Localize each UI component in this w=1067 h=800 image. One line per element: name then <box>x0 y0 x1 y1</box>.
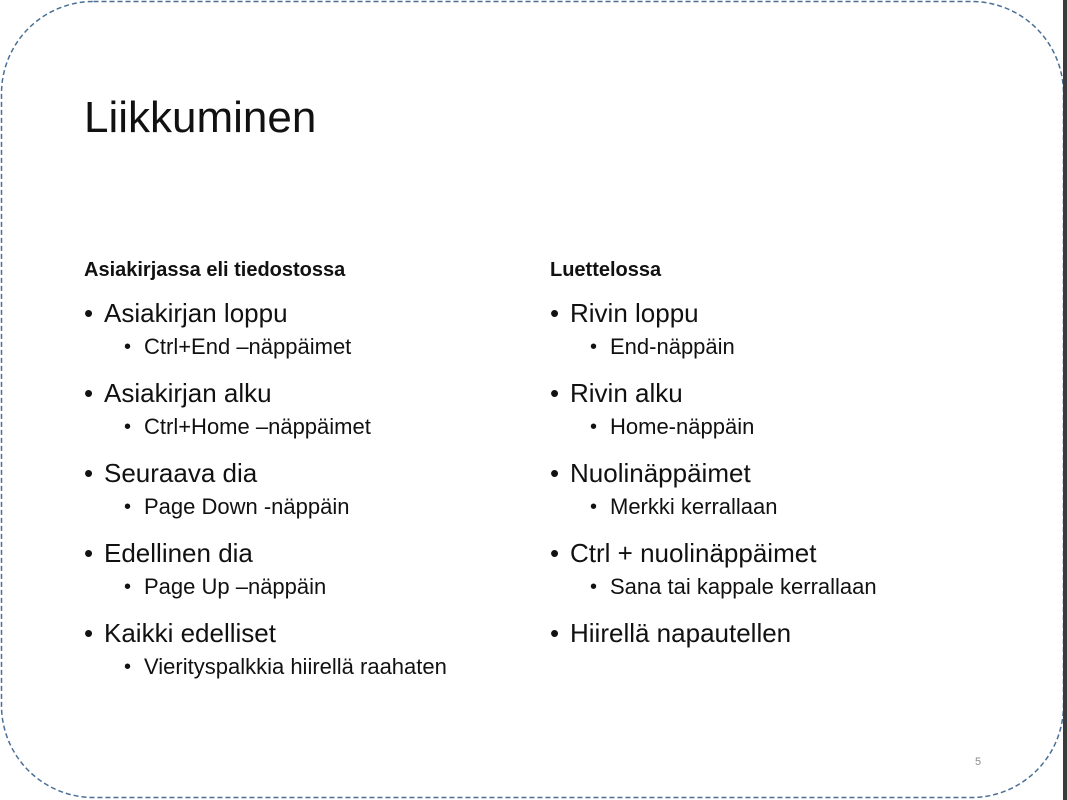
sub-bullet-item: • Merkki kerrallaan <box>550 490 990 524</box>
sub-bullet-item: • Page Down -näppäin <box>84 490 524 524</box>
sub-bullet-item: • Home-näppäin <box>550 410 990 444</box>
left-column-heading: Asiakirjassa eli tiedostossa <box>84 259 346 281</box>
sub-bullet-item: • Ctrl+End –näppäimet <box>84 330 524 364</box>
sub-bullet-item: • Sana tai kappale kerrallaan <box>550 570 990 604</box>
bullet-item: • Hiirellä napautellen <box>550 616 990 650</box>
right-column-heading: Luettelossa <box>550 259 662 281</box>
sub-bullet-item: • Ctrl+Home –näppäimet <box>84 410 524 444</box>
bullet-item: • Rivin loppu <box>550 296 990 330</box>
bullet-item: • Edellinen dia <box>84 536 524 570</box>
window-edge <box>1063 0 1067 800</box>
bullet-item: • Asiakirjan alku <box>84 376 524 410</box>
bullet-item: • Rivin alku <box>550 376 990 410</box>
bullet-item: • Nuolinäppäimet <box>550 456 990 490</box>
bullet-item: • Asiakirjan loppu <box>84 296 524 330</box>
sub-bullet-item: • End-näppäin <box>550 330 990 364</box>
page-number: 5 <box>974 756 982 768</box>
sub-bullet-item: • Page Up –näppäin <box>84 570 524 604</box>
left-column <box>84 256 524 684</box>
bullet-item: • Kaikki edelliset <box>84 616 524 650</box>
slide-title: Liikkuminen <box>84 93 317 142</box>
bullet-item: • Seuraava dia <box>84 456 524 490</box>
sub-bullet-item: • Vierityspalkkia hiirellä raahaten <box>84 650 524 684</box>
bullet-item: • Ctrl + nuolinäppäimet <box>550 536 990 570</box>
right-column <box>550 256 990 650</box>
